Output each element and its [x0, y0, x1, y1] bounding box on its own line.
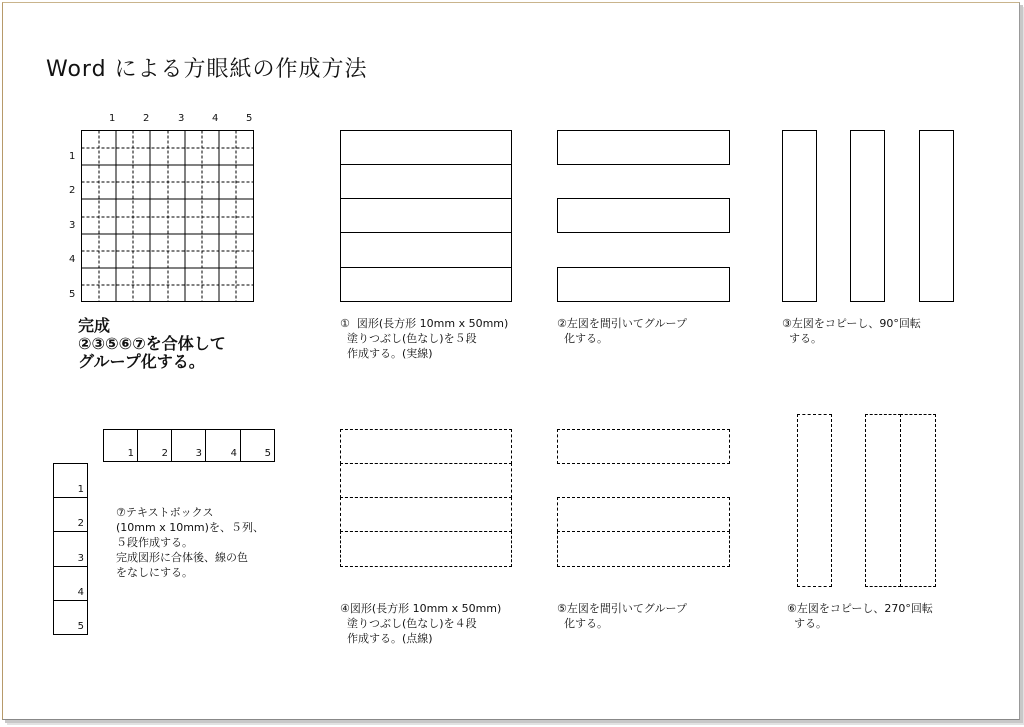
textbox-number: 3 — [77, 553, 84, 564]
textbox-number: 4 — [77, 587, 84, 598]
textbox-number: 5 — [77, 621, 84, 632]
solid-rect — [340, 198, 512, 233]
step4-caption: ④図形(長方形 10mm x 50mm) 塗りつぶし(色なし)を４段 作成する。(点線) — [340, 602, 502, 645]
textbox-column-cell — [53, 600, 88, 635]
solid-rect — [557, 130, 730, 165]
textbox-number: 2 — [77, 518, 84, 529]
grid-tick-left-2: 2 — [69, 185, 76, 196]
textbox-row-cell — [137, 429, 172, 462]
textbox-row-cell — [240, 429, 275, 462]
grid-tick-top-3: 3 — [178, 113, 185, 124]
textbox-column-cell — [53, 497, 88, 532]
solid-rect-vertical — [919, 130, 954, 302]
grid-tick-top-1: 1 — [109, 113, 116, 124]
grid-tick-left-1: 1 — [69, 151, 76, 162]
solid-rect — [340, 164, 512, 199]
grid-tick-top-5: 5 — [246, 113, 253, 124]
textbox-row-cell — [103, 429, 138, 462]
textbox-number: 2 — [161, 448, 168, 459]
dashed-rect — [557, 429, 730, 464]
solid-rect — [340, 130, 512, 165]
step2-caption: ②左図を間引いてグループ 化する。 — [557, 317, 687, 345]
textbox-number: 1 — [127, 448, 134, 459]
step1-caption: ① 図形(長方形 10mm x 50mm) 塗りつぶし(色なし)を５段 作成する。(実線) — [340, 317, 509, 360]
solid-rect — [557, 198, 730, 233]
textbox-row-cell — [205, 429, 241, 462]
grid-tick-left-4: 4 — [69, 254, 76, 265]
grid-lines — [80, 129, 256, 304]
grid-tick-left-5: 5 — [69, 289, 76, 300]
solid-rect — [557, 267, 730, 302]
textbox-number: 4 — [230, 448, 237, 459]
step5-caption: ⑤左図を間引いてグループ 化する。 — [557, 602, 687, 630]
solid-rect — [340, 267, 512, 302]
grid-tick-left-3: 3 — [69, 220, 76, 231]
textbox-number: 1 — [77, 484, 84, 495]
solid-rect — [340, 232, 512, 268]
page-title: Word による方眼紙の作成方法 — [46, 57, 368, 82]
dashed-rect — [557, 531, 730, 567]
textbox-number: 5 — [264, 448, 271, 459]
grid-tick-top-4: 4 — [212, 113, 219, 124]
dashed-rect — [340, 531, 512, 567]
dashed-rect — [340, 497, 512, 532]
textbox-column-cell — [53, 463, 88, 498]
step3-caption: ③左図をコピーし、90°回転 する。 — [782, 317, 921, 345]
dashed-rect — [557, 497, 730, 532]
grid-tick-top-2: 2 — [143, 113, 150, 124]
dashed-rect-vertical — [900, 414, 936, 587]
dashed-rect — [340, 463, 512, 498]
solid-rect-vertical — [850, 130, 885, 302]
complete-caption: 完成 ②③⑤⑥⑦を合体して グループ化する。 — [78, 316, 226, 371]
solid-rect-vertical — [782, 130, 817, 302]
textbox-column-cell — [53, 566, 88, 601]
dashed-rect — [340, 429, 512, 464]
dashed-rect-vertical — [797, 414, 832, 587]
step7-caption: ⑦テキストボックス (10mm x 10mm)を、５列、 ５段作成する。 完成図形に合体後、線の色 をなしにする。 — [116, 506, 264, 579]
textbox-column-cell — [53, 531, 88, 567]
textbox-number: 3 — [195, 448, 202, 459]
dashed-rect-vertical — [865, 414, 901, 587]
textbox-row-cell — [171, 429, 206, 462]
step6-caption: ⑥左図をコピーし、270°回転 する。 — [787, 602, 933, 630]
